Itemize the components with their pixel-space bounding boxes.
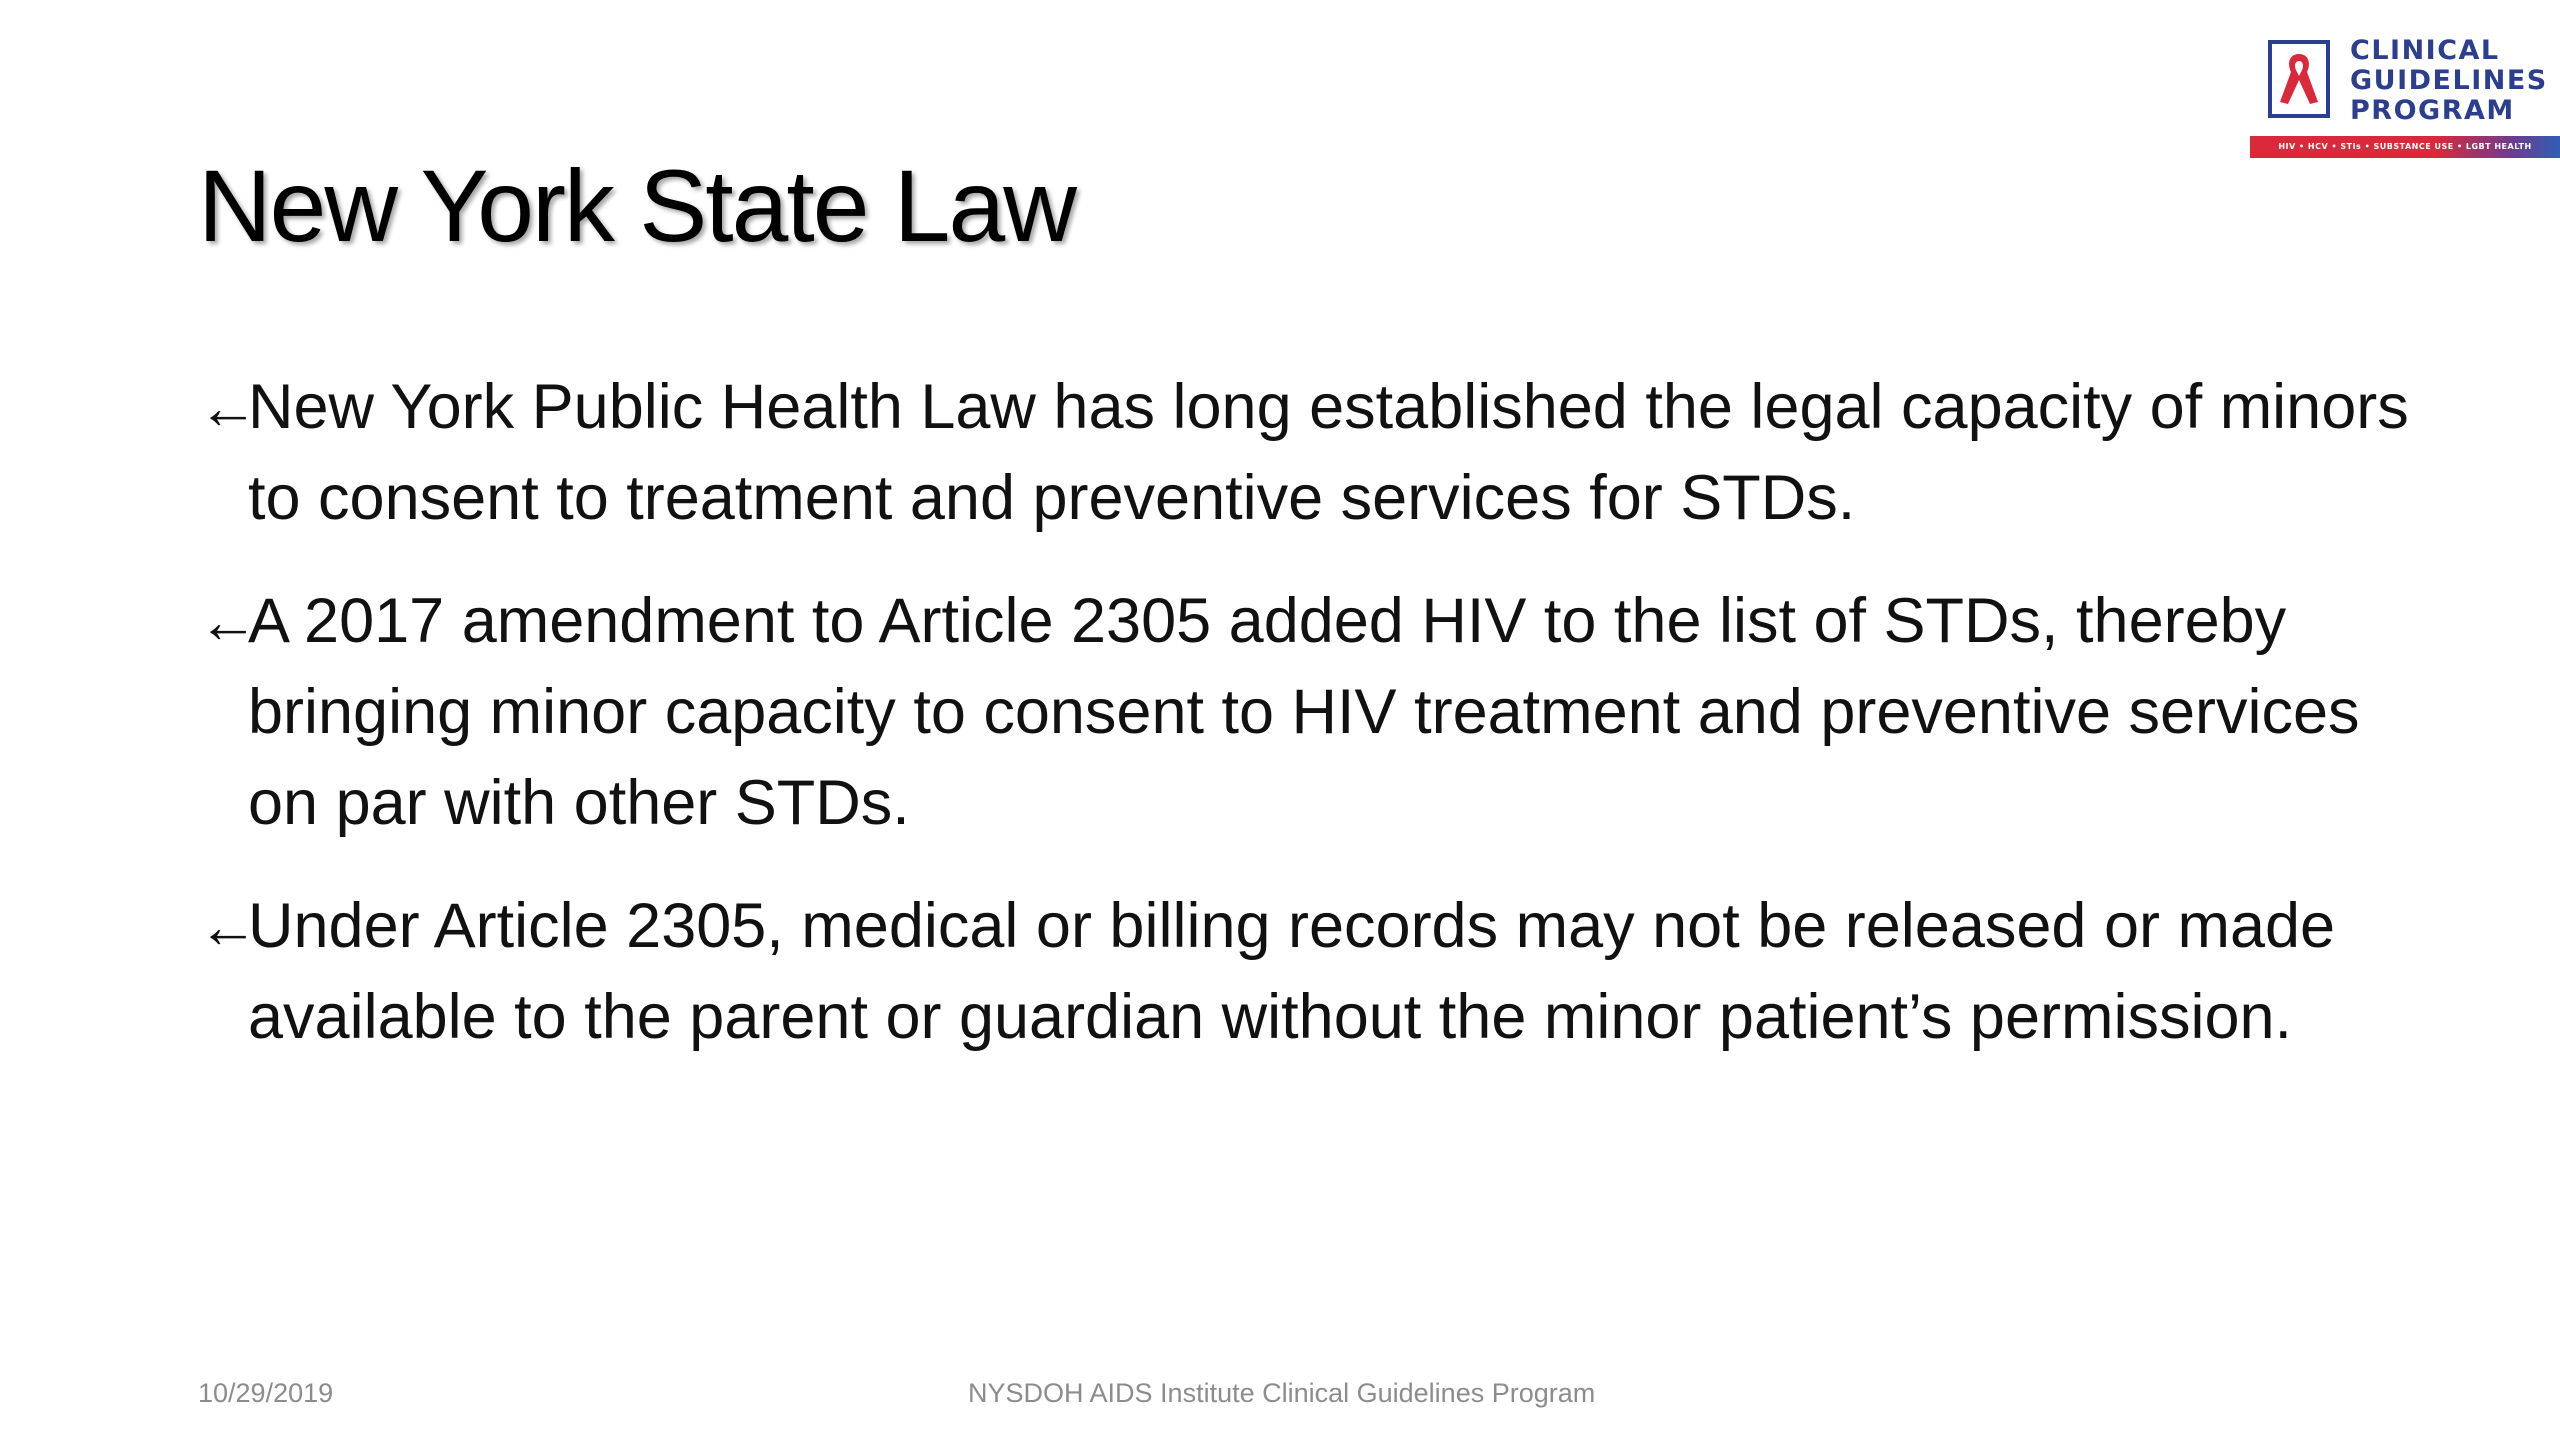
logo-wordmark (2350, 36, 2548, 126)
left-arrow-icon: ← (198, 893, 258, 960)
bullet-text: A 2017 amendment to Article 2305 added HIV to the list of STDs, thereby bringing minor capacity to consent to HIV treatment and preventive services on par with other STDs. (248, 586, 2360, 838)
clinical-guidelines-logo (2250, 36, 2560, 162)
logo-tagline: HIV • HCV • STIs • SUBSTANCE USE • LGBT HEALTH (2278, 142, 2532, 151)
bullet-text: Under Article 2305, medical or billing records may not be released or made available to the parent or guardian without the minor patient’s permission. (248, 891, 2336, 1052)
bullet-item (198, 362, 2428, 544)
logo-line-1: CLINICAL (2350, 35, 2500, 66)
logo-badge (2268, 40, 2330, 118)
bullet-list (198, 362, 2428, 1095)
bullet-text: New York Public Health Law has long established the legal capacity of minors to consent to treatment and preventive services for STDs. (248, 372, 2409, 533)
bullet-item (198, 576, 2428, 849)
left-arrow-icon: ← (198, 374, 258, 441)
footer-date: 10/29/2019 (198, 1378, 334, 1408)
slide-title: New York State Law (198, 149, 1075, 263)
logo-line-3: PROGRAM (2350, 95, 2515, 126)
footer-program-name: NYSDOH AIDS Institute Clinical Guidelines Program (968, 1378, 1596, 1408)
bullet-item (198, 881, 2428, 1063)
left-arrow-icon: ← (198, 588, 258, 655)
red-ribbon-icon (2272, 44, 2326, 114)
logo-line-2: GUIDELINES (2350, 65, 2548, 96)
